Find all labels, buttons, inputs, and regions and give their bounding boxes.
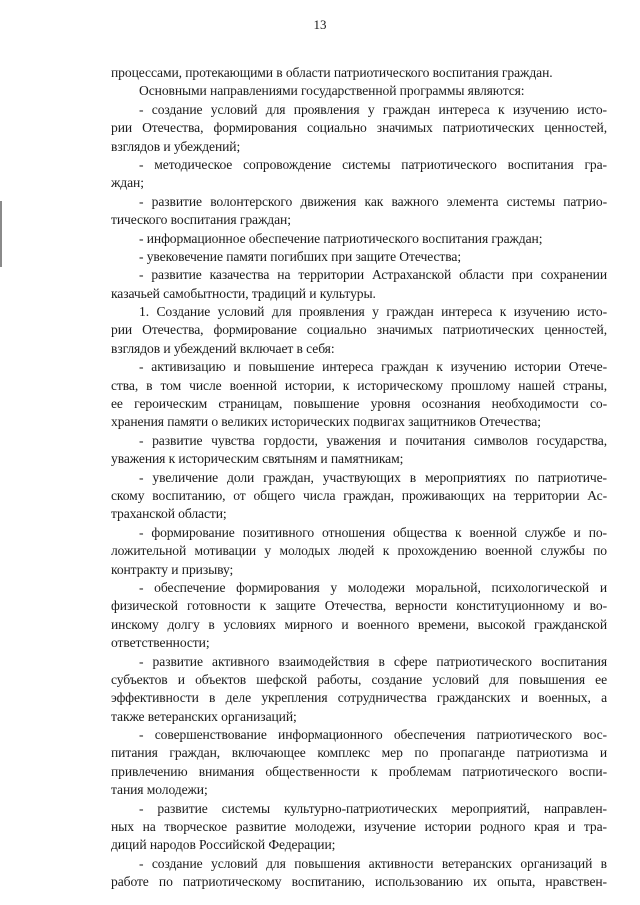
text-line: - увеличение доли граждан, участвующих в мероприятиях по патриотиче- (139, 469, 607, 485)
text-line: рии Отечества, формирование социально значимых патриотических ценностей, (111, 322, 607, 338)
text-line: траханской области; (111, 506, 227, 522)
text-line: тического воспитания граждан; (111, 212, 291, 228)
text-line: уважения к историческим святыням и памятникам; (111, 451, 404, 467)
text-line: - развитие волонтерского движения как важного элемента системы патрио- (139, 193, 607, 209)
text-line: - активизацию и повышение интереса граждан к изучению истории Отече- (139, 359, 607, 375)
text-line: привлечению внимания общественности к проблемам патриотического воспи- (111, 763, 607, 779)
text-line: ее героическим страницам, повышение уровня осознания необходимости со- (111, 396, 607, 412)
text-line: хранения памяти о великих исторических подвигах защитников Отечества; (111, 414, 541, 430)
text-line: эффективности в деле укрепления сотрудничества гражданских и военных, а (111, 690, 607, 706)
text-line: ложительной мотивации у молодых людей к прохождению военной службы по (111, 543, 607, 559)
text-line: - методическое сопровождение системы патриотического воспитания гра- (139, 156, 607, 172)
text-line: - увековечение памяти погибших при защите Отечества; (139, 248, 461, 264)
text-line: - создание условий для проявления у граждан интереса к изучению исто- (139, 101, 607, 117)
text-line: ных на творческое развитие молодежи, изучение истории родного края и тра- (111, 819, 607, 835)
text-line: взглядов и убеждений включает в себя: (111, 340, 335, 356)
text-line: 1. Создание условий для проявления у граждан интереса к изучению исто- (139, 304, 607, 320)
text-line: контракту и призыву; (111, 561, 234, 577)
text-line: - создание условий для повышения активности ветеранских организаций в (139, 855, 607, 871)
text-line: - формирование позитивного отношения общества к военной службе и по- (139, 524, 607, 540)
text-line: питания граждан, включающее комплекс мер по пропаганде патриотизма и (111, 745, 607, 761)
document-body-text (111, 64, 607, 892)
text-line: ждан; (111, 175, 144, 191)
text-line: взглядов и убеждений; (111, 138, 241, 154)
text-line: - совершенствование информационного обеспечения патриотического вос- (139, 727, 607, 743)
text-line: диций народов Российской Федерации; (111, 837, 336, 853)
text-line: - обеспечение формирования у молодежи моральной, психологической и (139, 579, 607, 595)
text-line: работе по патриотическому воспитанию, использованию их опыта, нравствен- (111, 874, 607, 890)
text-line: инскому долгу в условиях мирного и военного времени, высокой гражданской (111, 616, 607, 632)
text-line: ответственности; (111, 635, 210, 651)
text-line: - развитие системы культурно-патриотических мероприятий, направлен- (139, 800, 607, 816)
text-line: казачьей самобытности, традиций и культуры. (111, 285, 376, 301)
text-line: - развитие чувства гордости, уважения и почитания символов государства, (139, 432, 607, 448)
text-line: ства, в том числе военной истории, к историческому прошлому нашей страны, (111, 377, 607, 393)
scan-margin-mark (0, 201, 2, 267)
text-line: также ветеранских организаций; (111, 708, 297, 724)
text-line: скому воспитанию, от общего числа граждан, проживающих на территории Ас- (111, 487, 607, 503)
text-line: - информационное обеспечение патриотического воспитания граждан; (139, 230, 543, 246)
text-line: рии Отечества, формирования социально значимых патриотических ценностей, (111, 120, 607, 136)
text-line: тания молодежи; (111, 782, 208, 798)
text-line: физической готовности к защите Отечества, верности конституционному и во- (111, 598, 607, 614)
text-line: - развитие казачества на территории Астраханской области при сохранении (139, 267, 607, 283)
text-line: субъектов и объектов шефской работы, создание условий для повышения ее (111, 671, 607, 687)
page-number: 13 (313, 17, 327, 32)
text-line: Основными направлениями государственной программы являются: (139, 83, 525, 99)
text-line: - развитие активного взаимодействия в сфере патриотического воспитания (139, 653, 607, 669)
text-line: процессами, протекающими в области патриотического воспитания граждан. (111, 65, 553, 80)
